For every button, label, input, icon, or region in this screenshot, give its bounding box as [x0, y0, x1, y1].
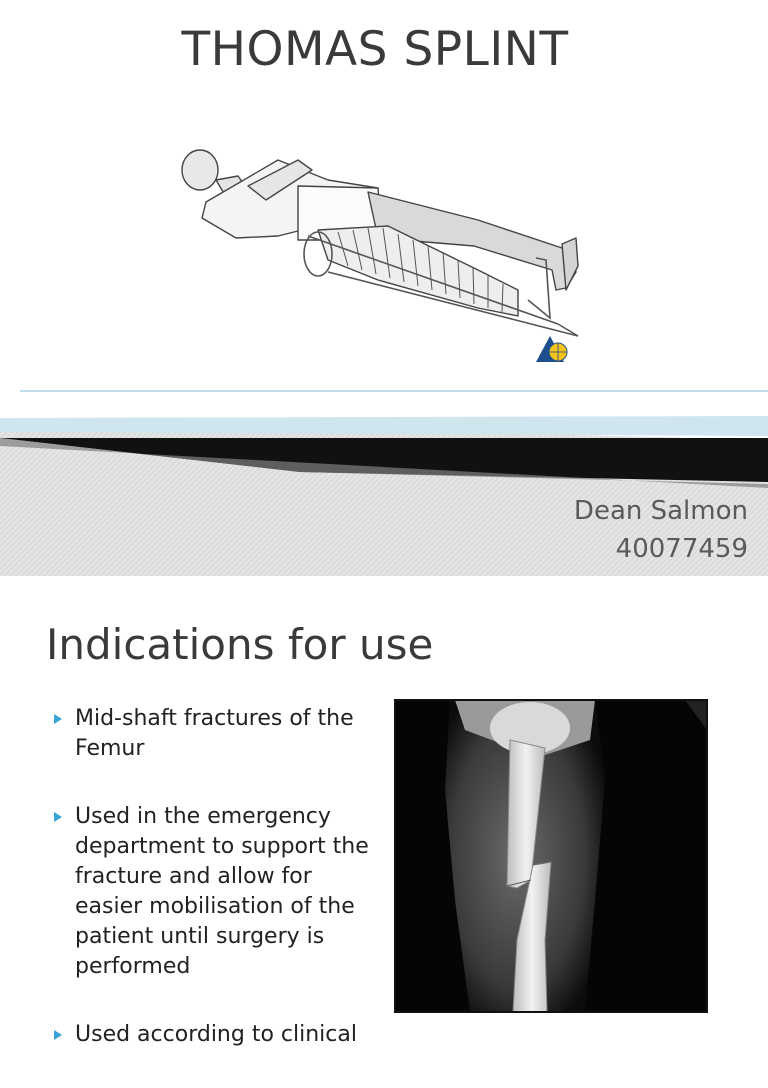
slide-title: THOMAS SPLINT — [181, 22, 569, 77]
content-slide — [0, 576, 768, 1047]
bullet-text: Used in the emergency department to support the fracture and allow for easier mobilisation of the patient until surgery is performed — [75, 804, 369, 979]
bullet-text: Mid-shaft fractures of the Femur — [75, 706, 354, 761]
slide-heading: Indications for use — [46, 620, 434, 669]
list-item — [54, 704, 384, 764]
bullet-list — [54, 704, 384, 1088]
list-item — [54, 1020, 384, 1050]
author-block — [574, 492, 748, 568]
bullet-triangle-icon — [54, 714, 62, 724]
patient-thomas-splint-illustration — [178, 140, 588, 370]
femur-xray-image — [395, 700, 707, 1012]
bullet-triangle-icon — [54, 1030, 62, 1040]
bullet-triangle-icon — [54, 812, 62, 822]
globe-triangle-logo-icon — [536, 336, 567, 362]
bullet-text: Used according to clinical — [75, 1022, 357, 1047]
author-name: Dean Salmon — [573, 496, 748, 526]
author-id: 40077459 — [615, 534, 748, 564]
list-item — [54, 802, 384, 982]
